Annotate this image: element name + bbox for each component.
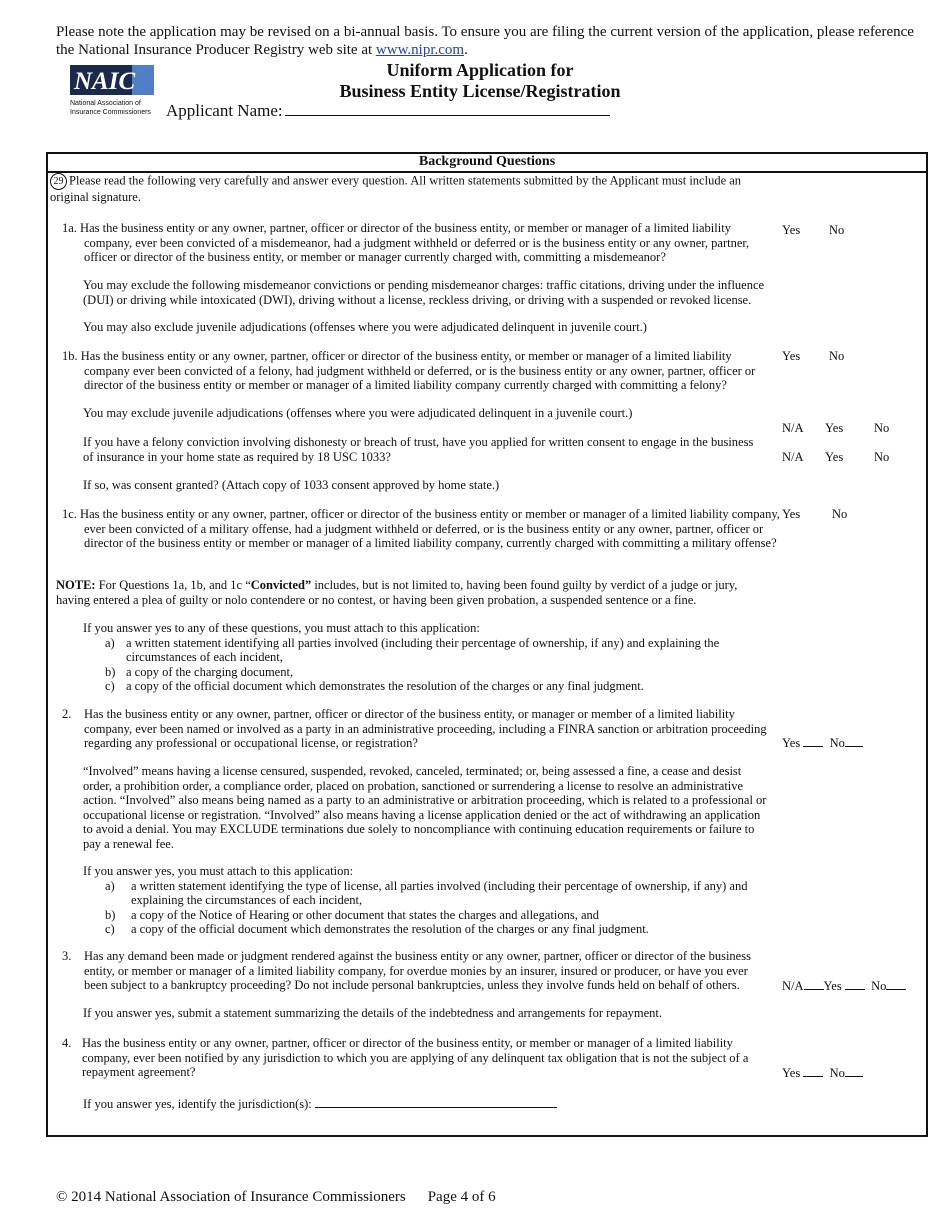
list-item: c) a copy of the official document which demonstrates the resolution of the charges or any final judgment. xyxy=(105,679,644,693)
q1a-yes-option[interactable]: Yes xyxy=(782,223,801,237)
q2-number: 2. xyxy=(62,707,72,721)
list-item: b) a copy of the charging document, xyxy=(105,664,294,679)
attachment-instructions-1 xyxy=(83,621,753,694)
section-intro-text: Please read the following very carefully and answer every question. All written statements submitted by the Applicant must include an original signature. xyxy=(50,173,742,204)
form-title-line1: Uniform Application for xyxy=(386,60,574,80)
q2-no-blank[interactable] xyxy=(845,735,863,747)
form-title xyxy=(300,60,660,102)
q4-number: 4. xyxy=(62,1036,72,1050)
question-3: Has any demand been made or judgment rendered against the business entity or any owner, partner, officer or director of the business entity, or member or manager of a limited liability company, for overdue monies by an insurer, insured or producer, or have you ever been subject to a bankruptcy proceeding? Do not include personal bankruptcies, unless they involve funds held on behalf of others. xyxy=(84,949,751,992)
q1b-consent-yes-option[interactable]: Yes xyxy=(825,450,844,464)
q3-answer xyxy=(782,978,906,993)
q1b-consent-no-option[interactable]: No xyxy=(874,450,890,464)
q4-yes-label: Yes xyxy=(782,1066,801,1080)
q4-followup xyxy=(83,1096,583,1112)
q1a-exclusions: You may exclude the following misdemeanor convictions or pending misdemeanor charges: traffic citations, driving under the influence (DUI) or driving while intoxicated (DWI), driving without a license, reckless driving, or driving with a suspended or revoked license. xyxy=(83,278,765,307)
q2-answer xyxy=(782,735,863,750)
svg-text:National Association of: National Association of xyxy=(70,100,141,107)
q1a-juvenile-note: You may also exclude juvenile adjudications (offenses where you were adjudicated delinquent in juvenile court.) xyxy=(83,320,647,334)
question-number-badge: 29 xyxy=(50,173,67,190)
attachment-instructions-2 xyxy=(83,864,753,937)
jurisdiction-field[interactable] xyxy=(315,1096,557,1108)
naic-logo xyxy=(70,65,156,117)
svg-text:NAIC: NAIC xyxy=(74,68,136,95)
section-intro xyxy=(50,173,750,205)
q3-no-blank[interactable] xyxy=(886,978,906,990)
revision-notice: Please note the application may be revised on a bi-annual basis. To ensure you are filing the current version of the application, please reference the National Insurance Producer Registry web site at www.nipr.com. xyxy=(56,24,914,58)
q3-followup: If you answer yes, submit a statement summarizing the details of the indebtedness and arrangements for repayment. xyxy=(83,1006,662,1020)
q4-yes-blank[interactable] xyxy=(803,1065,823,1077)
list-item: a) a written statement identifying all parties involved (including their percentage of ownership, if any) and explaining the circumstances of each incident, xyxy=(105,635,720,664)
q4-followup-label: If you answer yes, identify the jurisdiction(s): xyxy=(83,1097,312,1111)
footer-copyright: © 2014 National Association of Insurance Commissioners xyxy=(56,1189,406,1205)
q4-no-label: No xyxy=(829,1066,845,1080)
q1a-no-option[interactable]: No xyxy=(829,223,845,237)
question-1a: 1a. Has the business entity or any owner, partner, officer or director of the business entity, or member or manager of a limited liability company, ever been convicted of a misdemeanor, had a judgment withheld or deferred or is the business entity or any owner, partner, officer or director of the business entity, or member or manager currently charged with, committing a misdemeanor? xyxy=(62,221,750,264)
q3-na-label: N/A xyxy=(782,979,804,993)
q3-no-label: No xyxy=(871,979,887,993)
question-1b: 1b. Has the business entity or any owner, partner, officer or director of the business entity, or member or manager of a limited liability company ever been convicted of a felony, had judgment withheld or deferred, or is the business entity or any owner, partner, officer or director of the business entity or member or manager of a limited liability company currently charged with committing a felony? xyxy=(62,349,756,392)
q1b-felony-yes-option[interactable]: Yes xyxy=(825,421,844,435)
q2-no-label: No xyxy=(829,736,845,750)
q2-attachment-intro: If you answer yes, you must attach to this application: xyxy=(83,864,354,878)
applicant-name-label: Applicant Name: xyxy=(166,101,283,120)
list-item: c) a copy of the official document which demonstrates the resolution of the charges or any final judgment. xyxy=(105,922,649,936)
note-bold-word: Convicted” xyxy=(250,578,312,592)
q2-yes-blank[interactable] xyxy=(803,735,823,747)
q1b-consent-na-option[interactable]: N/A xyxy=(782,450,804,464)
applicant-name-row xyxy=(166,101,610,121)
q3-na-blank[interactable] xyxy=(804,978,824,990)
note-label: NOTE: xyxy=(56,578,96,592)
q1c-yes-option[interactable]: Yes xyxy=(782,507,801,521)
note-text-before: For Questions 1a, 1b, and 1c “ xyxy=(95,578,251,592)
q1b-consent-question: If so, was consent granted? (Attach copy of 1033 consent approved by home state.) xyxy=(83,478,500,492)
q1b-no-option[interactable]: No xyxy=(829,349,845,363)
nipr-link[interactable]: www.nipr.com xyxy=(375,42,465,58)
q1b-felony-question: If you have a felony conviction involving dishonesty or breach of trust, have you applied for written consent to engage in the business of insurance in your home state as required by 18 USC 1033? xyxy=(83,435,754,464)
conviction-note xyxy=(56,578,746,607)
question-2: Has the business entity or any owner, partner, officer or director of the business entity, or manager or member of a limited liability company, ever been named or involved as a party in an administrative proceeding, including a FINRA sanction or arbitration proceeding regarding any professional or occupational license, or registration? xyxy=(84,707,767,750)
q4-no-blank[interactable] xyxy=(845,1065,863,1077)
section-title: Background Questions xyxy=(48,154,926,173)
q3-yes-label: Yes xyxy=(823,979,842,993)
q4-answer xyxy=(782,1065,863,1080)
list-item: a) a written statement identifying the type of license, all parties involved (including their percentage of ownership, if any) and explaining the circumstances of each incident, xyxy=(105,878,748,907)
q2-yes-label: Yes xyxy=(782,736,801,750)
involved-definition: “Involved” means having a license censured, suspended, revoked, canceled, terminated; or, being assessed a fine, a cease and desist order, a prohibition order, a compliance order, placed on probation, sanctioned or surrendering a license to resolve an administrative action. “Involved” also means being named as a party to an administrative or arbitration proceeding, which is related to a professional or occupational license or registration. “Involved” also means having a license application denied or the act of withdrawing an application to avoid a denial. You may EXCLUDE terminations due solely to noncompliance with continuing education requirements or failure to pay a renewal fee. xyxy=(83,764,767,851)
naic-logo-graphic xyxy=(70,65,156,117)
note-text-after: includes, but is not limited to, having been found guilty by verdict of a judge or jury, having entered a plea of guilty or nolo contendere or no contest, or having been given probation, a suspended sentence or a fine. xyxy=(56,578,738,607)
form-title-line2: Business Entity License/Registration xyxy=(339,81,621,101)
q1b-felony-no-option[interactable]: No xyxy=(874,421,890,435)
q1b-juvenile-note: You may exclude juvenile adjudications (offenses where you were adjudicated delinquent in a juvenile court.) xyxy=(83,406,633,420)
q3-number: 3. xyxy=(62,949,72,963)
q1c-no-option[interactable]: No xyxy=(832,507,848,521)
list-item: b) a copy of the Notice of Hearing or other document that states the charges and allegations, and xyxy=(105,907,600,922)
q1b-felony-na-option[interactable]: N/A xyxy=(782,421,804,435)
question-4: Has the business entity or any owner, partner, officer or director of the business entity, or member or manager of a limited liability company, ever been notified by any jurisdiction to which you are applying of any delinquent tax obligation that is not the subject of a repayment agreement? xyxy=(82,1036,749,1079)
page-footer xyxy=(56,1189,518,1206)
svg-text:Insurance Commissioners: Insurance Commissioners xyxy=(70,109,151,116)
q1b-yes-option[interactable]: Yes xyxy=(782,349,801,363)
revision-notice-text: Please note the application may be revised on a bi-annual basis. To ensure you are filing the current version of the application, please reference the National Insurance Producer Registry web site at xyxy=(56,24,914,58)
q3-yes-blank[interactable] xyxy=(845,978,865,990)
footer-page-number: Page 4 of 6 xyxy=(427,1189,496,1205)
applicant-name-field[interactable] xyxy=(285,101,610,116)
attachment-intro: If you answer yes to any of these questions, you must attach to this application: xyxy=(83,621,480,635)
question-1c: 1c. Has the business entity or any owner, partner, officer or director of the business entity or member or manager of a limited liability company, ever been convicted of a military offense, had a judgment withheld or deferred, or is the business entity or any owner, partner, officer or director of the business entity or member or manager of a limited liability company, currently charged with committing a military offense? xyxy=(62,507,780,550)
